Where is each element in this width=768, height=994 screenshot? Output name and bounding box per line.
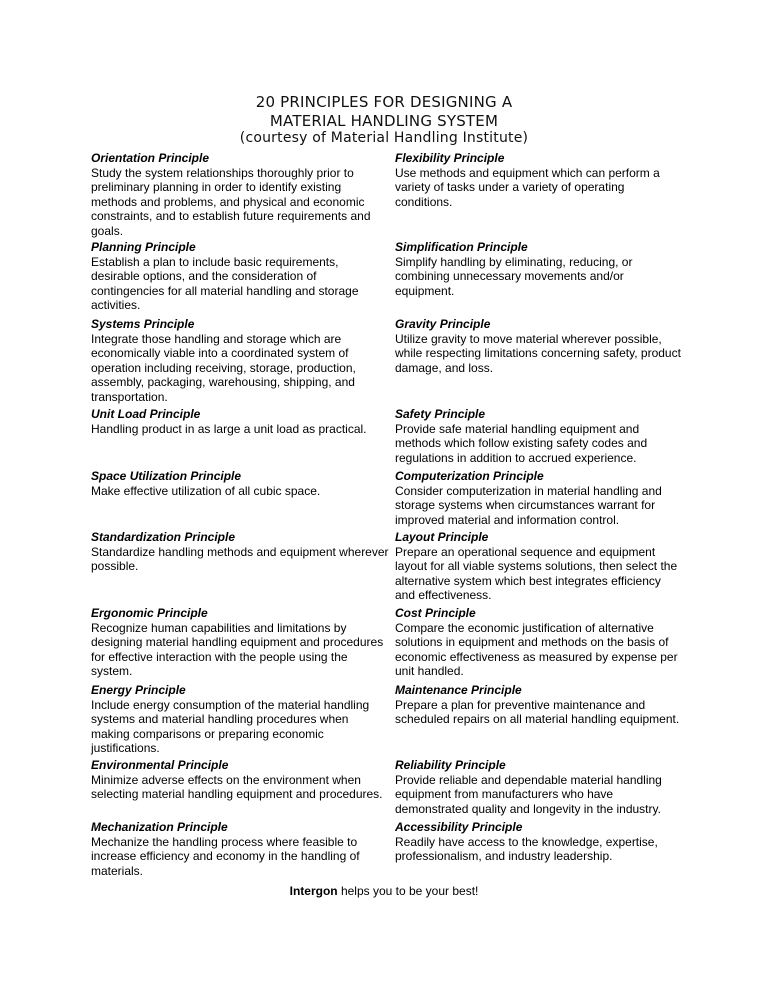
- principle-heading: Energy Principle: [91, 683, 186, 697]
- principle-heading: Cost Principle: [395, 606, 476, 620]
- principle-text: Establish a plan to include basic requirements, desirable options, and the consideration of contingencies for all material handling and storage activities.: [91, 254, 359, 313]
- principle-environmental: [91, 758, 389, 802]
- principle-text: Simplify handling by eliminating, reducing, or combining unnecessary movements and/or equipment.: [395, 254, 633, 298]
- page-title-line-2: MATERIAL HANDLING SYSTEM: [269, 112, 499, 130]
- page-subtitle: (courtesy of Material Handling Institute): [239, 130, 529, 146]
- footer-brand: Intergon: [289, 884, 338, 898]
- principle-computerization: [395, 469, 683, 527]
- principle-heading: Systems Principle: [91, 317, 195, 331]
- principle-heading: Gravity Principle: [395, 317, 491, 331]
- principle-heading: Unit Load Principle: [91, 407, 201, 421]
- principle-gravity: [395, 317, 683, 375]
- principle-text: Handling product in as large a unit load as practical.: [91, 421, 367, 436]
- principle-text: Make effective utilization of all cubic space.: [91, 483, 321, 498]
- principle-text: Include energy consumption of the material handling systems and material handling procedures when making comparisons or preparing economic justifications.: [91, 697, 370, 756]
- principle-heading: Space Utilization Principle: [91, 469, 242, 483]
- principle-text: Prepare an operational sequence and equipment layout for all viable systems solutions, then select the alternative system which best integrates efficiency and effectiveness.: [395, 544, 678, 603]
- principle-text: Recognize human capabilities and limitations by designing material handling equipment and procedures for effective interaction with the people using the system.: [91, 620, 384, 679]
- principle-orientation: [91, 151, 389, 239]
- principle-cost: [395, 606, 683, 679]
- principle-heading: Reliability Principle: [395, 758, 506, 772]
- principle-heading: Safety Principle: [395, 407, 486, 421]
- principle-safety: [395, 407, 683, 465]
- page-title-line-1: 20 PRINCIPLES FOR DESIGNING A: [255, 93, 513, 111]
- principle-text: Prepare a plan for preventive maintenance and scheduled repairs on all material handling equipment.: [395, 697, 680, 727]
- principle-text: Study the system relationships thoroughly prior to preliminary planning in order to identify existing methods and problems, and physical and economic constraints, and to establish future requirements and goals.: [91, 165, 371, 238]
- footer-text: helps you to be your best!: [337, 884, 479, 898]
- principle-heading: Simplification Principle: [395, 240, 528, 254]
- principle-text: Use methods and equipment which can perform a variety of tasks under a variety of operating conditions.: [395, 165, 660, 209]
- principle-heading: Flexibility Principle: [395, 151, 505, 165]
- principle-text: Utilize gravity to move material wherever possible, while respecting limitations concerning safety, product damage, and loss.: [395, 331, 681, 375]
- principle-heading: Mechanization Principle: [91, 820, 228, 834]
- principle-ergonomic: [91, 606, 389, 679]
- principle-maintenance: [395, 683, 683, 727]
- principle-text: Readily have access to the knowledge, expertise, professionalism, and industry leadership.: [395, 834, 658, 864]
- principle-layout: [395, 530, 683, 603]
- principle-text: Compare the economic justification of alternative solutions in equipment and methods on the basis of economic effectiveness as measured by expense per unit handled.: [395, 620, 678, 679]
- principle-standardization: [91, 530, 389, 574]
- principle-flexibility: [395, 151, 683, 209]
- principle-text: Consider computerization in material handling and storage systems when circumstances warrant for improved material and information control.: [395, 483, 662, 527]
- principle-heading: Standardization Principle: [91, 530, 236, 544]
- principle-heading: Layout Principle: [395, 530, 489, 544]
- principle-heading: Ergonomic Principle: [91, 606, 208, 620]
- principle-heading: Orientation Principle: [91, 151, 210, 165]
- principle-heading: Maintenance Principle: [395, 683, 522, 697]
- principle-space-utilization: [91, 469, 389, 498]
- principle-heading: Environmental Principle: [91, 758, 229, 772]
- principle-text: Provide safe material handling equipment and methods which follow existing safety codes and regulations in addition to accrued experience.: [395, 421, 648, 465]
- footer-tagline: [0, 884, 768, 899]
- principle-accessibility: [395, 820, 683, 864]
- principle-heading: Accessibility Principle: [395, 820, 523, 834]
- principle-unit-load: [91, 407, 389, 436]
- principle-energy: [91, 683, 389, 756]
- principle-heading: Planning Principle: [91, 240, 196, 254]
- principle-systems: [91, 317, 389, 405]
- principle-simplification: [395, 240, 683, 298]
- principle-text: Standardize handling methods and equipment wherever possible.: [91, 544, 389, 574]
- principle-text: Integrate those handling and storage which are economically viable into a coordinated system of operation including receiving, storage, production, assembly, packaging, warehousing, shipping, and transportation.: [91, 331, 356, 404]
- principle-mechanization: [91, 820, 389, 878]
- principle-reliability: [395, 758, 683, 816]
- principle-planning: [91, 240, 389, 313]
- principle-text: Minimize adverse effects on the environment when selecting material handling equipment and procedures.: [91, 772, 383, 802]
- principle-text: Provide reliable and dependable material handling equipment from manufacturers who have demonstrated quality and longevity in the industry.: [395, 772, 662, 816]
- principle-text: Mechanize the handling process where feasible to increase efficiency and economy in the handling of materials.: [91, 834, 360, 878]
- principle-heading: Computerization Principle: [395, 469, 544, 483]
